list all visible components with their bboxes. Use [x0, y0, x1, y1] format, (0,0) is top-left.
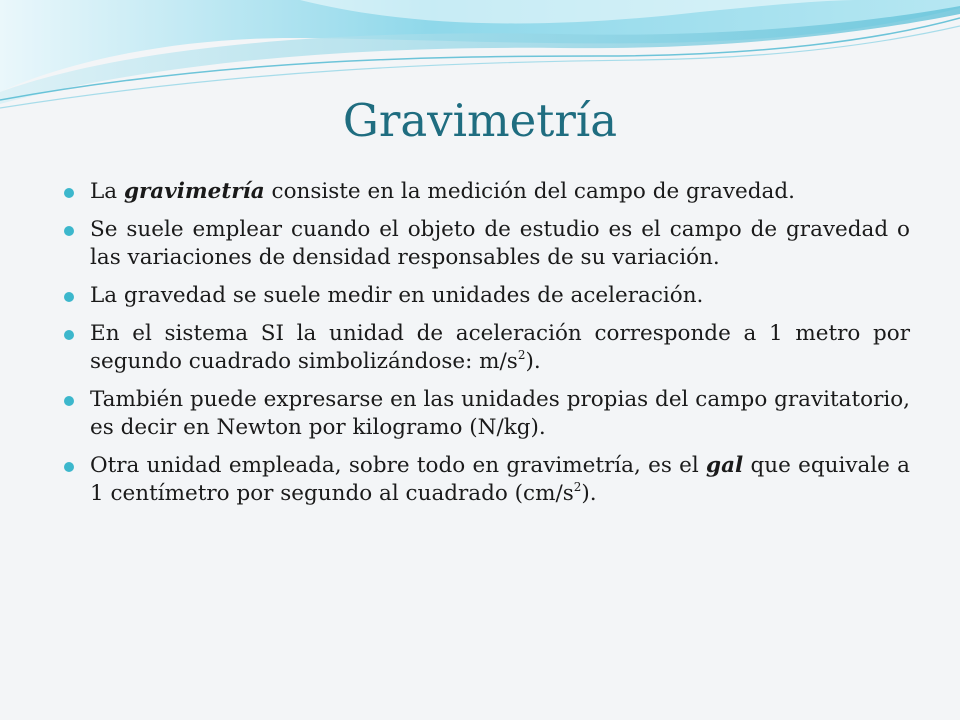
bullet-text: La gravedad se suele medir en unidades de aceleración. — [90, 283, 704, 308]
bullet-text: La — [90, 179, 124, 204]
bullet-text: que equivale a 1 centímetro por segundo al cuadrado (cm/s — [90, 453, 910, 506]
bullet-text: consiste en la medición del campo de gravedad. — [264, 179, 795, 204]
superscript: 2 — [573, 479, 582, 494]
emphasis-text: gal — [706, 453, 744, 478]
bullet-text: También puede expresarse en las unidades propias del campo gravitatorio, es decir en Newton por kilogramo (N/kg). — [90, 387, 910, 440]
bullet-text: Otra unidad empleada, sobre todo en gravimetría, es el — [90, 453, 707, 478]
emphasis-text: gravimetría — [123, 179, 265, 204]
bullet-item-3 — [64, 282, 910, 310]
bullet-text: ). — [581, 481, 597, 506]
bullet-text: En el sistema SI la unidad de aceleración corresponde a 1 metro por segundo cuadrado simbolizándose: m/s — [90, 321, 910, 374]
bullet-item-6 — [64, 452, 910, 508]
bullet-text: Se suele emplear cuando el objeto de estudio es el campo de gravedad o las variaciones de densidad responsables de su variación. — [90, 217, 910, 270]
slide-title: Gravimetría — [342, 94, 618, 147]
superscript: 2 — [517, 347, 526, 362]
bullet-item-2 — [64, 216, 910, 272]
bullet-list — [64, 178, 910, 518]
bullet-item-4 — [64, 320, 910, 376]
bullet-text: ). — [525, 349, 541, 374]
bullet-item-5 — [64, 386, 910, 442]
bullet-item-1 — [64, 178, 910, 206]
